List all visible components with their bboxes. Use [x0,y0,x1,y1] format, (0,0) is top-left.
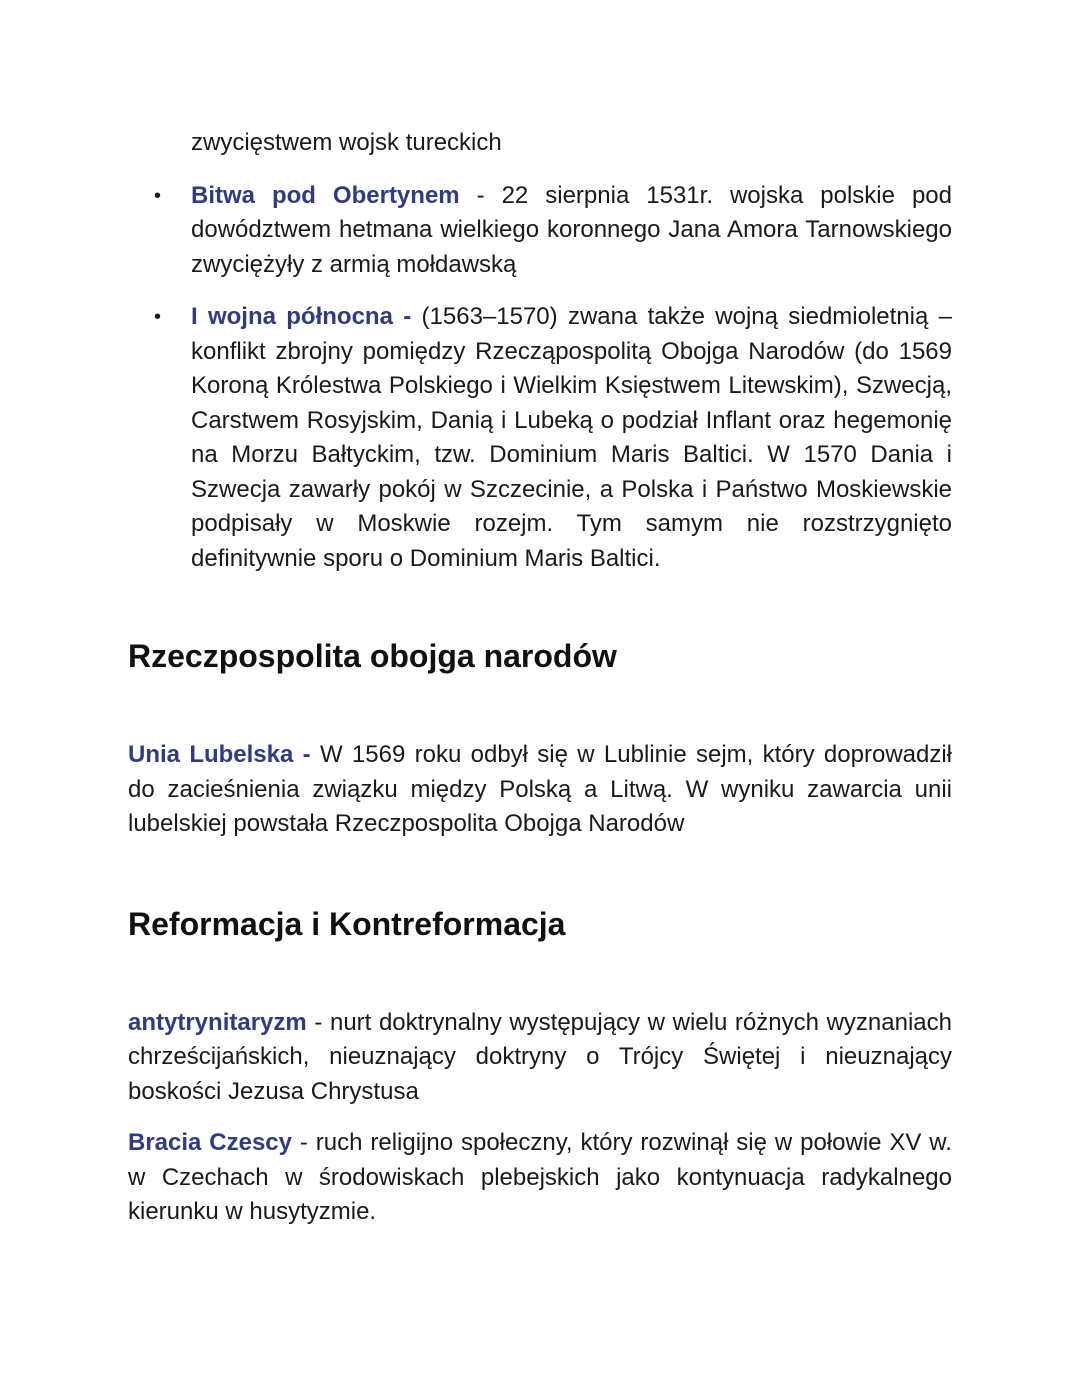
term-separator: - [306,1008,323,1036]
term-definition: W 1569 roku odbył się w Lublinie sejm, który doprowadził do zacieśnienia związku między Polską a Litwą. W wyniku zawarcia unii lubelskiej powstała Rzeczpospolita Obojga Narodów [128,741,953,837]
term-label: Unia Lubelska [128,741,294,768]
term-separator: - [293,741,311,768]
term-definition: 22 sierpnia 1531r. wojska polskie pod dowództwem hetmana wielkiego koronnego Jana Amora Tarnowskiego zwyciężyły z armią mołdawską [191,181,952,278]
section-heading: Rzeczpospolita obojga narodów [128,638,617,674]
term-label: Bracia Czescy [128,1129,292,1156]
section-heading: Reformacja i Kontreformacja [128,905,566,942]
term-definition: (1563–1570) zwana także wojną siedmioletnią – konflikt zbrojny pomiędzy Rzecząpospolitą Obojga Narodów (do 1569 Koroną Królestwa Polskiego i Wielkim Księstwem Litewskim), Szwecją, Carstwem Rosyjskim, Danią i Lubeką o podział Inflant oraz hegemonię na Morzu Bałtyckim, tzw. Dominium Maris Baltici. W 1570 Dania i Szwecja zawarły pokój w Szczecinie, a Polska i Państwo Moskiewskie podpisały w Moskwie rozejm. Tym samym nie rozstrzygnięto definitywnie sporu o Dominium Maris Baltici. [191,303,952,572]
term-label: Bitwa pod Obertynem [191,181,460,209]
definition-paragraph [128,738,952,842]
term-label: I wojna północna [191,303,393,330]
definition-paragraph [128,1006,952,1110]
intro-line: zwycięstwem wojsk tureckich [191,129,502,156]
term-definition: nurt doktrynalny występujący w wielu różnych wyznaniach chrześcijańskich, nieuznający doktryny o Trójcy Świętej i nieuznający boskości Jezusa Chrystusa [128,1008,952,1105]
definition-paragraph [128,1126,952,1230]
term-definition: ruch religijno społeczny, który rozwinął się w połowie XV w. w Czechach w środowiskach plebejskich jako kontynuacja radykalnego kierunku w husytyzmie. [128,1129,952,1225]
term-separator: - [459,181,485,209]
document-page [128,126,952,1230]
term-separator: - [392,303,412,330]
list-item [154,179,952,283]
term-separator: - [292,1129,308,1156]
list-item [154,300,952,576]
battle-list [128,179,952,577]
bullet-icon: • [154,184,162,207]
bullet-icon: • [154,306,162,328]
term-label: antytrynitaryzm [128,1008,307,1036]
